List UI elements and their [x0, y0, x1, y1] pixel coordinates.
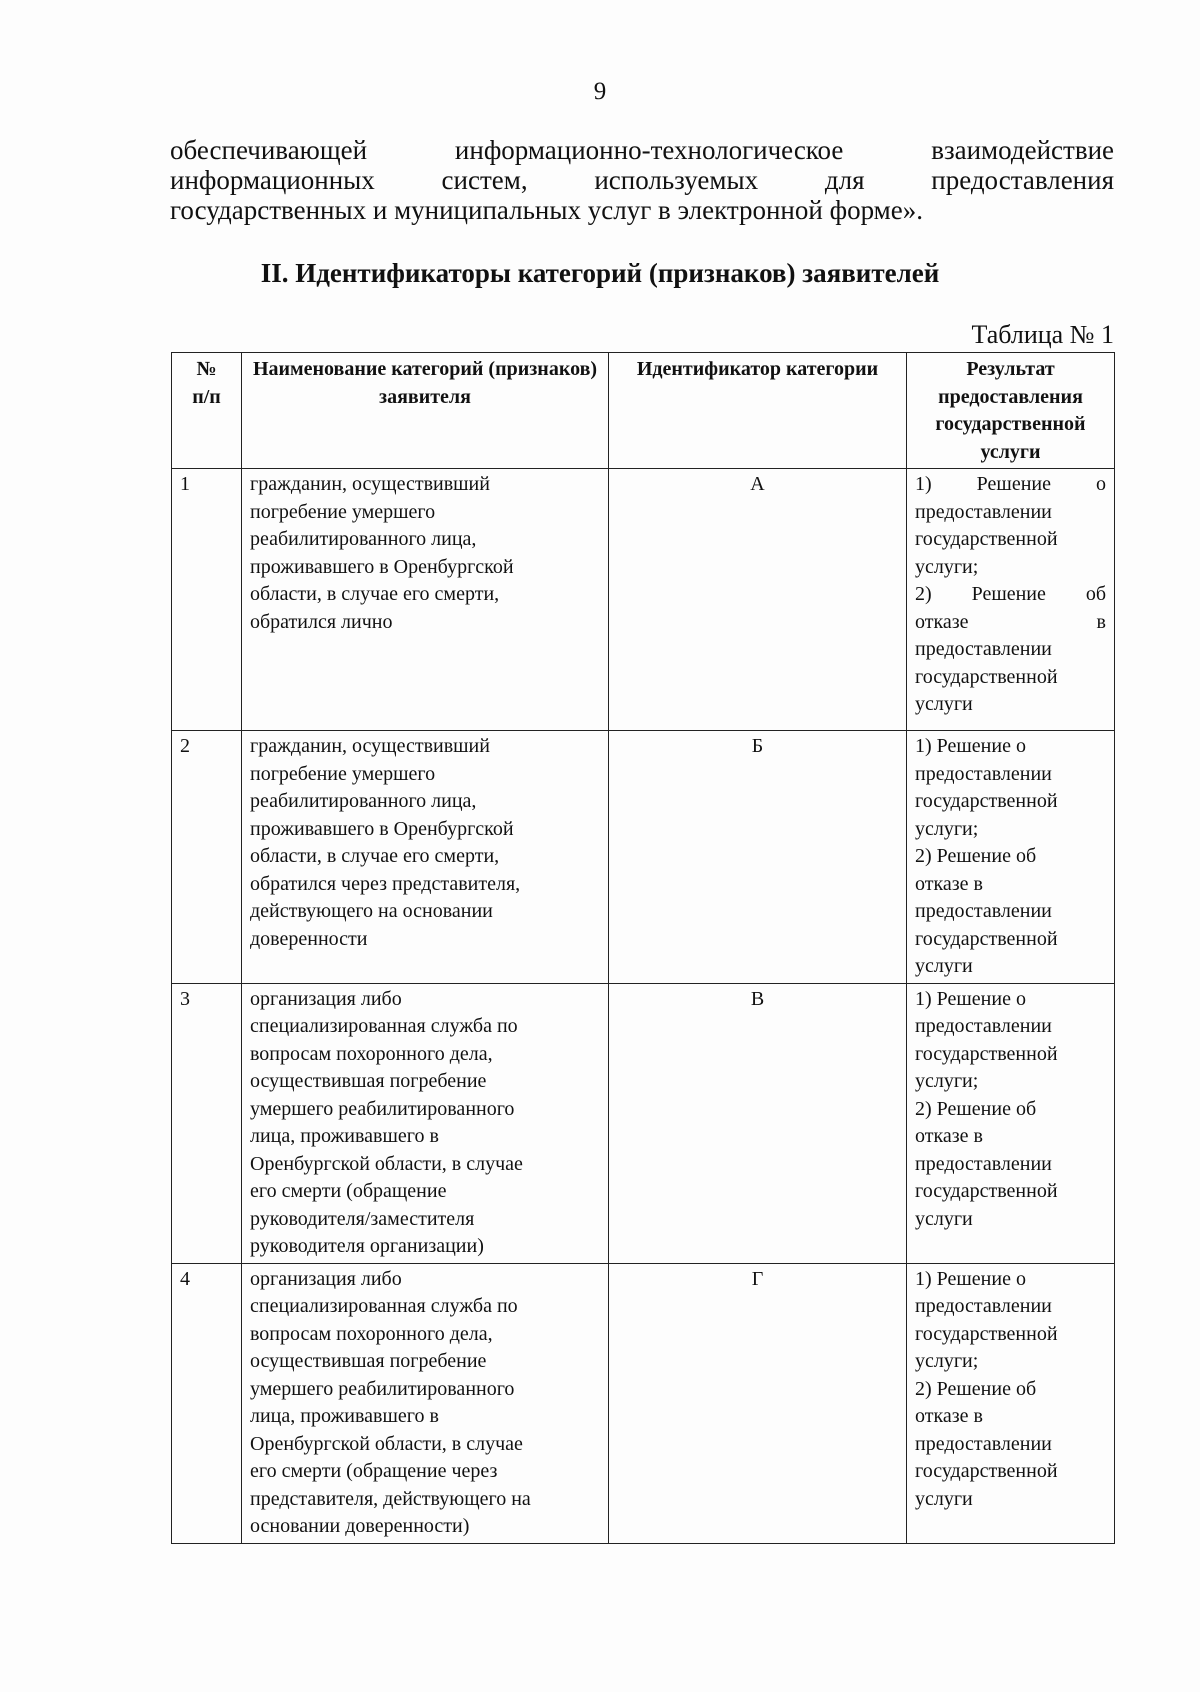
- row-category-identifier: Б: [609, 731, 907, 984]
- result-line: 1) Решение о: [915, 987, 1026, 1010]
- row-category-identifier: Г: [609, 1263, 907, 1543]
- result-line: услуги: [915, 955, 973, 977]
- result-line: предоставлении: [915, 1152, 1052, 1175]
- result-line: отказе в: [915, 1405, 983, 1427]
- result-line: государственной: [915, 1042, 1058, 1065]
- result-line: отказе в: [915, 872, 983, 895]
- result-line: государственной: [915, 790, 1058, 812]
- table-row: [172, 469, 1115, 731]
- result-line: государственной: [915, 665, 1058, 688]
- result-line: предоставлении: [915, 762, 1052, 785]
- row-service-result: [907, 731, 1115, 984]
- row-category-identifier: А: [609, 469, 907, 731]
- result-line: государственной: [915, 927, 1058, 950]
- result-line: государственной: [915, 1460, 1058, 1482]
- result-line: 2) Решение об: [915, 845, 1037, 867]
- table-body: [172, 469, 1115, 1544]
- result-line: 1) Решение о: [915, 1267, 1026, 1290]
- row-number: 4: [172, 1263, 242, 1543]
- row-service-result: [907, 983, 1115, 1263]
- result-line: услуги;: [915, 817, 979, 840]
- result-line: услуги: [915, 1207, 973, 1230]
- result-line: услуги: [915, 693, 973, 715]
- intro-line: обеспечивающей информационно-технологическое взаимодействие: [170, 135, 1114, 165]
- table-caption: Таблица № 1: [971, 320, 1114, 349]
- row-service-result: [907, 469, 1115, 731]
- header-number: № п/п: [172, 353, 242, 469]
- intro-line: государственных и муниципальных услуг в электронной форме».: [170, 195, 923, 225]
- row-category-name: гражданин, осуществивший погребение умершего реабилитированного лица, проживавшего в Оренбургской области, в случае его смерти, обратился через представителя, действующего на основании доверенности: [242, 731, 609, 984]
- result-line: предоставлении: [915, 500, 1052, 523]
- result-line: предоставлении: [915, 1015, 1052, 1037]
- table-row: [172, 1263, 1115, 1543]
- row-category-name: организация либо специализированная служба по вопросам похоронного дела, осуществившая погребение умершего реабилитированного лица, проживавшего в Оренбургской области, в случае его смерти (обращение через представителя, действующего на основании доверенности): [242, 1263, 609, 1543]
- result-line: услуги;: [915, 555, 979, 578]
- result-line: 2) Решение об: [915, 1377, 1037, 1400]
- section-title: II. Идентификаторы категорий (признаков) заявителей: [260, 258, 940, 288]
- result-line: предоставлении: [915, 638, 1052, 660]
- result-line: государственной: [915, 528, 1058, 550]
- result-line: государственной: [915, 1180, 1058, 1202]
- result-line: услуги;: [915, 1350, 979, 1372]
- row-number: 2: [172, 731, 242, 984]
- result-line: 2) Решение об: [915, 583, 1106, 605]
- row-category-name: гражданин, осуществивший погребение умершего реабилитированного лица, проживавшего в Оренбургской области, в случае его смерти, обратился лично: [242, 469, 609, 731]
- table-row: [172, 731, 1115, 984]
- result-line: предоставлении: [915, 900, 1052, 922]
- result-line: предоставлении: [915, 1295, 1052, 1317]
- header-category-name: Наименование категорий (признаков) заявителя: [242, 353, 609, 469]
- intro-paragraph: [170, 135, 1114, 225]
- result-line: услуги: [915, 1487, 973, 1510]
- table-header-row: [172, 353, 1115, 469]
- result-line: 1) Решение о: [915, 735, 1026, 757]
- header-category-identifier: Идентификатор категории: [609, 353, 907, 469]
- page-number: 9: [593, 78, 607, 105]
- result-line: отказе в: [915, 610, 1106, 633]
- row-number: 3: [172, 983, 242, 1263]
- result-line: государственной: [915, 1322, 1058, 1345]
- row-category-name: организация либо специализированная служба по вопросам похоронного дела, осуществившая погребение умершего реабилитированного лица, проживавшего в Оренбургской области, в случае его смерти (обращение руководителя/заместителя руководителя организации): [242, 983, 609, 1263]
- result-line: отказе в: [915, 1125, 983, 1147]
- row-number: 1: [172, 469, 242, 731]
- row-category-identifier: В: [609, 983, 907, 1263]
- result-line: услуги;: [915, 1070, 979, 1092]
- result-line: предоставлении: [915, 1432, 1052, 1455]
- result-line: 1) Решение о: [915, 473, 1106, 495]
- result-line: 2) Решение об: [915, 1097, 1037, 1120]
- header-service-result: Результат предоставления государственной услуги: [907, 353, 1115, 469]
- row-service-result: [907, 1263, 1115, 1543]
- table-row: [172, 983, 1115, 1263]
- intro-line: информационных систем, используемых для предоставления: [170, 165, 1114, 195]
- applicant-categories-table: [171, 352, 1115, 1544]
